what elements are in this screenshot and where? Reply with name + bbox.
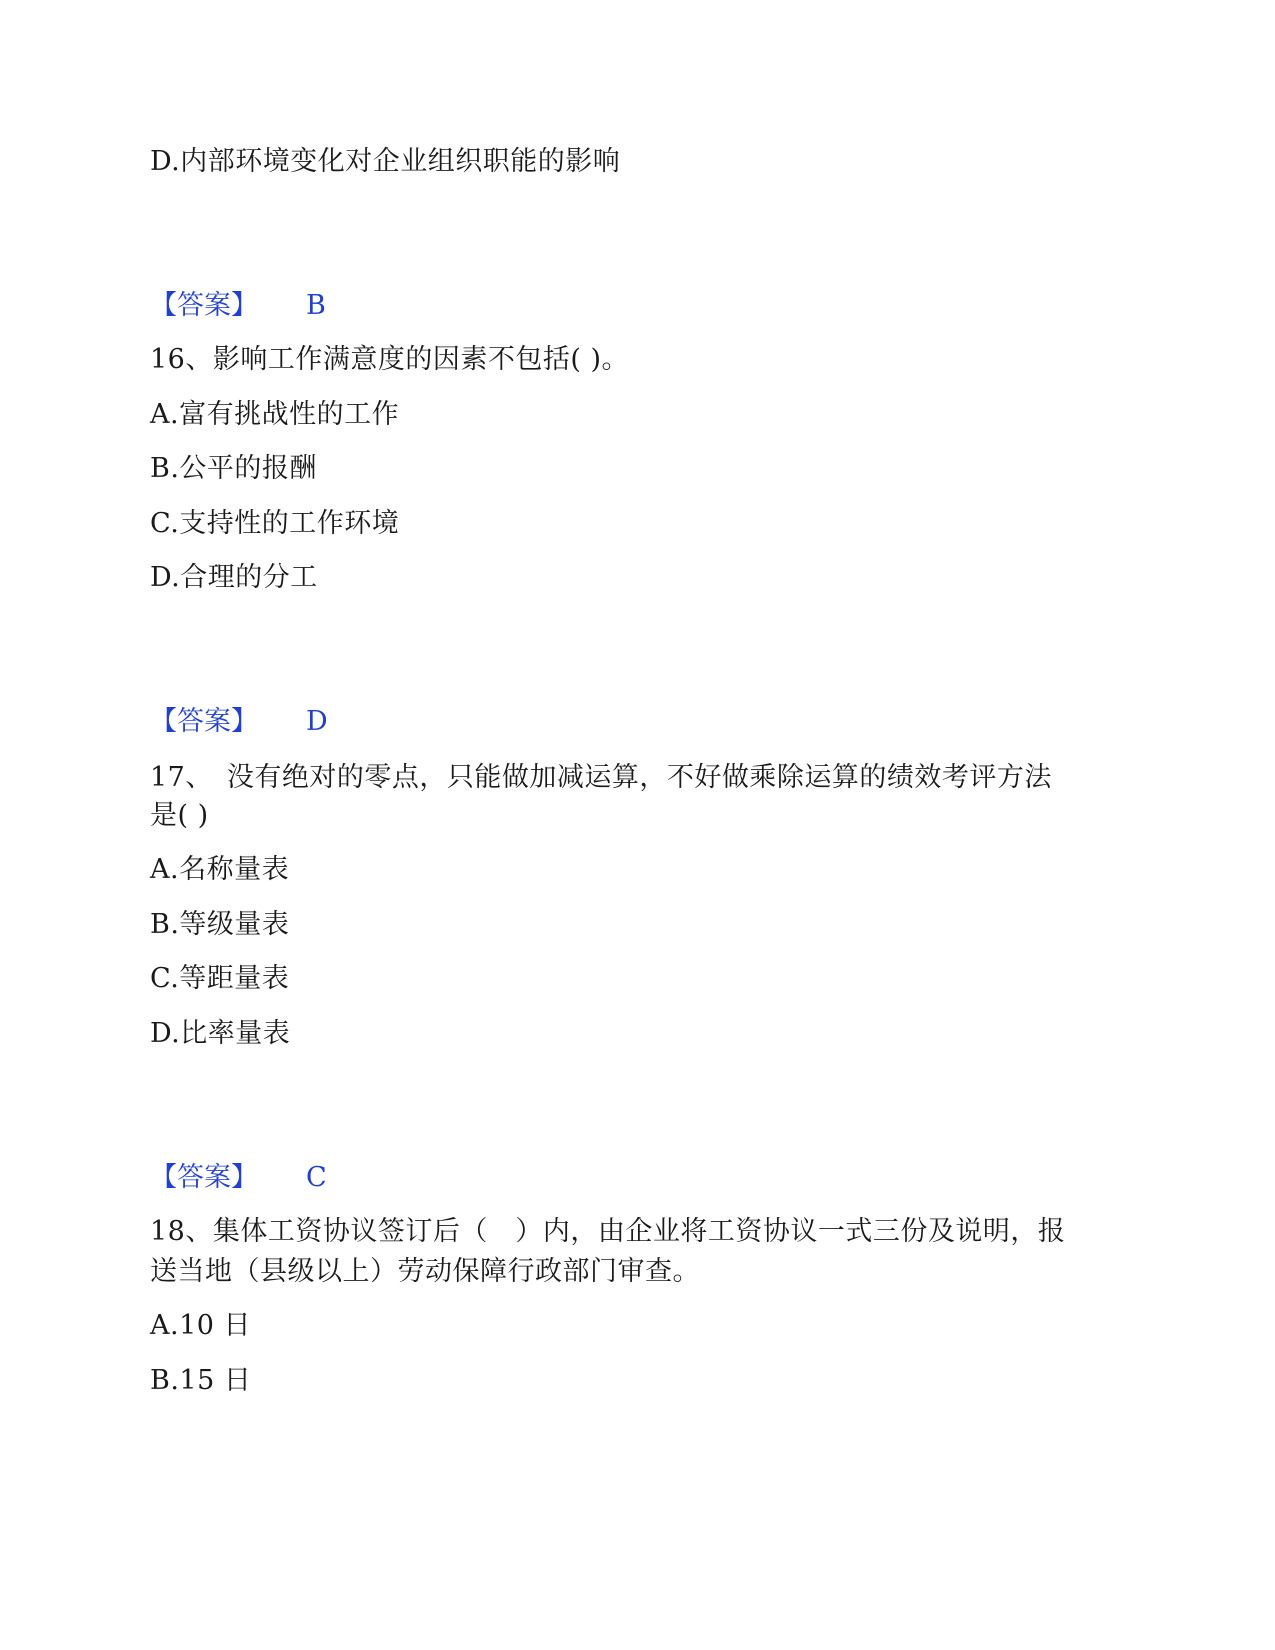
answer-tag: 【答案】 xyxy=(150,706,258,737)
q16-stem: 16、影响工作满意度的因素不包括( )。 xyxy=(150,344,630,375)
answer-value: B xyxy=(306,290,326,321)
q18-option-b: B.15 日 xyxy=(150,1365,252,1396)
q18-stem-line2: 送当地（县级以上）劳动保障行政部门审查。 xyxy=(150,1256,700,1287)
q16-option-b: B.公平的报酬 xyxy=(150,453,317,484)
q17-stem-line1: 17、 没有绝对的零点，只能做加减运算，不好做乘除运算的绩效考评方法 xyxy=(150,762,1052,793)
q16-option-a: A.富有挑战性的工作 xyxy=(150,399,400,430)
q17-option-c: C.等距量表 xyxy=(150,963,290,994)
answer-tag: 【答案】 xyxy=(150,290,258,321)
q17-option-b: B.等级量表 xyxy=(150,909,290,940)
q17-stem-line2: 是( ) xyxy=(150,800,209,831)
answer-tag: 【答案】 xyxy=(150,1162,258,1193)
q16-option-d: D.合理的分工 xyxy=(150,562,318,593)
answer-row-16 xyxy=(150,704,328,740)
answer-value: D xyxy=(306,706,328,737)
q18-stem-line1: 18、集体工资协议签订后（ ）内，由企业将工资协议一式三份及说明，报 xyxy=(150,1216,1066,1247)
q17-option-d: D.比率量表 xyxy=(150,1018,291,1049)
q16-option-c: C.支持性的工作环境 xyxy=(150,508,400,539)
answer-row-17 xyxy=(150,1160,327,1196)
q15-option-d: D.内部环境变化对企业组织职能的影响 xyxy=(150,146,621,177)
q17-option-a: A.名称量表 xyxy=(150,854,290,885)
q18-option-a: A.10 日 xyxy=(150,1310,252,1341)
answer-row-15 xyxy=(150,288,326,324)
answer-value: C xyxy=(306,1162,327,1193)
